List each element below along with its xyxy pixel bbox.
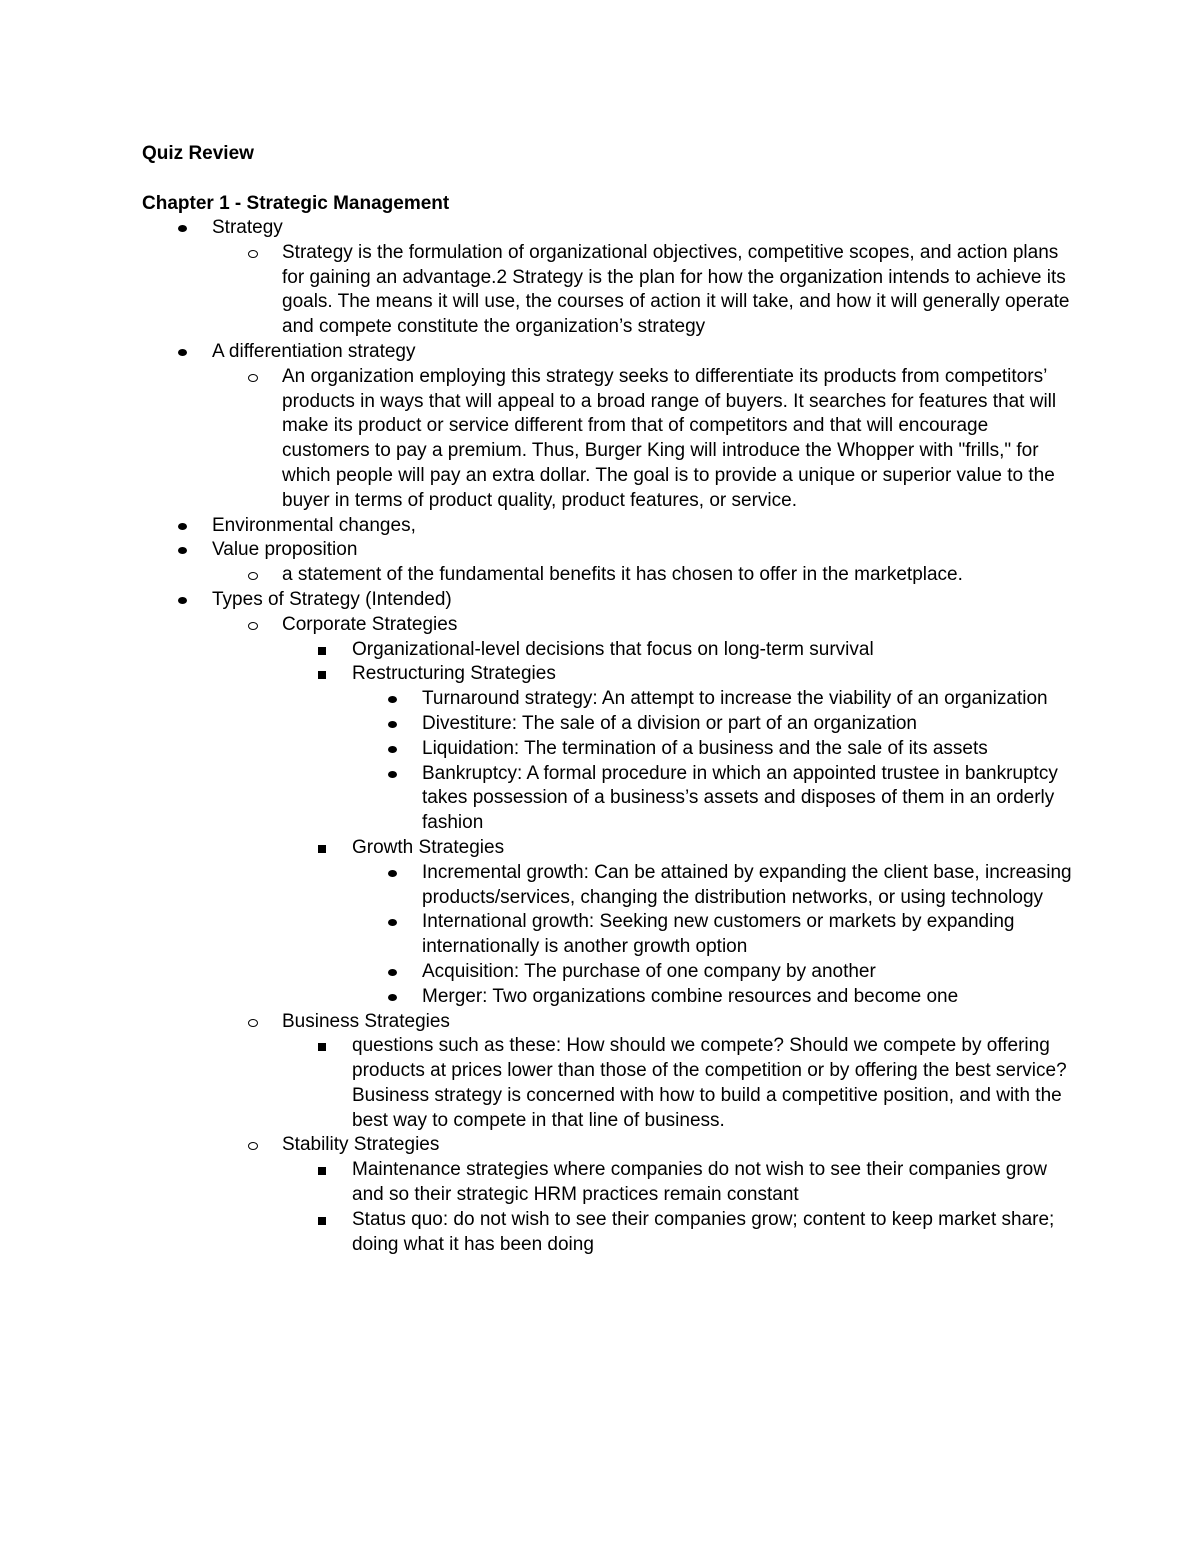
list-item	[352, 737, 1072, 762]
definition-text: An organization employing this strategy seeks to differentiate its products from competitors’ products in ways that will appeal to a broad range of buyers. It searches for features that will make its product or service different from that of competitors and that will encourage customers to pay a premium. Thus, Burger King will introduce the Whopper with "frills," for which people will pay an extra dollar. The goal is to provide a unique or superior value to the buyer in terms of product quality, product features, or service.	[282, 365, 1057, 511]
list-item-value-proposition	[142, 538, 1072, 588]
list-item-environmental	[142, 514, 1072, 539]
list-item-text: International growth: Seeking new customers or markets by expanding internationally is another growth option	[422, 911, 1015, 958]
list-item-text: Turnaround strategy: An attempt to increase the viability of an organization	[422, 688, 1048, 710]
list-item-types	[142, 588, 1072, 1258]
sub-list	[282, 638, 1072, 1010]
document-title: Quiz Review	[142, 143, 254, 164]
sub-list	[212, 241, 1072, 340]
list-item-text: Merger: Two organizations combine resources and become one	[422, 985, 959, 1007]
list-item-label: Restructuring Strategies	[352, 663, 556, 685]
list-item	[352, 687, 1072, 712]
list-item	[352, 762, 1072, 836]
list-item-restructuring	[282, 662, 1072, 836]
description-text: questions such as these: How should we compete? Should we compete by offering products at prices lower than those of the competition or by offering the best service? Business strategy is concerned with how to build a competitive position, and with the best way to compete in that line of business.	[352, 1035, 1067, 1131]
list-item	[282, 1158, 1072, 1208]
sub-list	[282, 1034, 1072, 1133]
list-item-label: Stability Strategies	[282, 1134, 440, 1156]
list-item	[352, 910, 1072, 960]
list-item-label: Types of Strategy (Intended)	[212, 588, 452, 610]
outline	[142, 216, 1072, 1257]
sub-list	[282, 1158, 1072, 1257]
definition-text: Strategy is the formulation of organizational objectives, competitive scopes, and action plans for gaining an advantage.2 Strategy is the plan for how the organization intends to achieve its goals. The means it will use, the courses of action it will take, and how it will generally operate and compete constitute the organization’s strategy	[282, 241, 1070, 338]
list-item-label: A differentiation strategy	[212, 340, 416, 362]
list-item-growth	[282, 836, 1072, 1010]
list-item	[352, 861, 1072, 911]
list-item-text: Maintenance strategies where companies do not wish to see their companies grow and so their strategic HRM practices remain constant	[352, 1159, 1047, 1206]
list-item-corporate	[212, 613, 1072, 1010]
list-item	[212, 241, 1072, 340]
list-item-text: Liquidation: The termination of a business and the sale of its assets	[422, 737, 988, 759]
list-item-label: Strategy	[212, 217, 283, 238]
list-item	[212, 563, 1072, 588]
list-item	[282, 638, 1072, 663]
list-item-label: Business Strategies	[282, 1010, 450, 1032]
sub-list	[212, 563, 1072, 588]
description-text: Organizational-level decisions that focus on long-term survival	[352, 638, 874, 660]
list-item-text: Status quo: do not wish to see their companies grow; content to keep market share; doing what it has been doing	[352, 1208, 1055, 1255]
list-item-text: Divestiture: The sale of a division or part of an organization	[422, 712, 917, 734]
list-item-text: Acquisition: The purchase of one company by another	[422, 960, 876, 982]
list-item-label: Value proposition	[212, 539, 358, 561]
list-item	[282, 1208, 1072, 1258]
list-item	[212, 365, 1072, 514]
list-item-text: Incremental growth: Can be attained by expanding the client base, increasing products/services, changing the distribution networks, or using technology	[422, 861, 1072, 908]
list-item	[352, 960, 1072, 985]
sub-list	[212, 365, 1072, 514]
definition-text: a statement of the fundamental benefits it has chosen to offer in the marketplace.	[282, 564, 963, 586]
sub-list	[212, 613, 1072, 1258]
list-item	[352, 985, 1072, 1010]
list-item-differentiation	[142, 340, 1072, 514]
list-item-label: Environmental changes,	[212, 514, 416, 536]
list-item-label: Corporate Strategies	[282, 613, 458, 635]
list-item-strategy	[142, 216, 1072, 340]
chapter-heading: Chapter 1 - Strategic Management	[142, 193, 450, 214]
list-item-label: Growth Strategies	[352, 836, 505, 858]
sub-list	[352, 687, 1072, 836]
list-item	[352, 712, 1072, 737]
list-item	[282, 1034, 1072, 1133]
list-item-business	[212, 1010, 1072, 1134]
list-item-text: Bankruptcy: A formal procedure in which an appointed trustee in bankruptcy takes possession of a business’s assets and disposes of them in an orderly fashion	[422, 762, 1058, 834]
list-item-stability	[212, 1133, 1072, 1257]
sub-list	[352, 861, 1072, 1010]
top-level-list	[142, 216, 1072, 1257]
